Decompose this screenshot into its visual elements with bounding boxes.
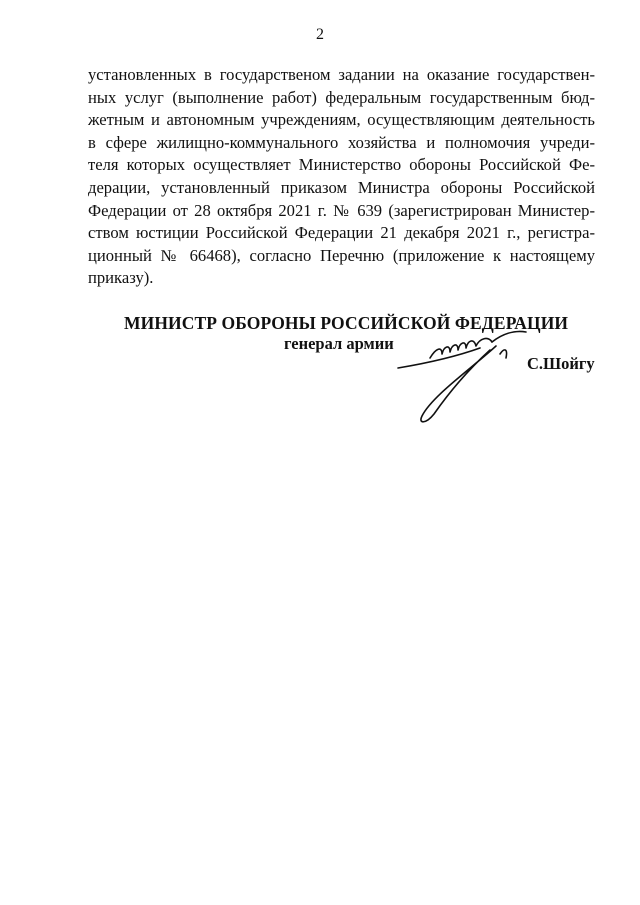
body-line: ных услуг (выполнение работ) федеральным государственным бюд- <box>88 87 595 107</box>
signature-stroke <box>430 339 492 358</box>
body-line: установленных в государственом задании на оказание государствен- <box>88 65 595 84</box>
signature-rank: генерал армии <box>284 334 394 353</box>
page-number: 2 <box>316 26 324 43</box>
signature-stroke <box>421 346 496 422</box>
body-line: жетным и автономным учреждениям, осуществляющим деятельность <box>88 110 595 130</box>
signature-name: С.Шойгу <box>527 354 595 373</box>
body-line: ционный № 66468), согласно Перечню (приложение к настоящему <box>88 245 595 265</box>
body-paragraph <box>88 64 595 290</box>
body-line: Федерации от 28 октября 2021 г. № 639 (зарегистрирован Министер- <box>88 200 595 220</box>
handwritten-signature-image <box>392 318 542 428</box>
body-line: в сфере жилищно-коммунального хозяйства и полномочия учреди- <box>88 132 595 152</box>
body-line: ством юстиции Российской Федерации 21 декабря 2021 г., регистра- <box>88 223 595 243</box>
body-line: теля которых осуществляет Министерство обороны Российской Фе- <box>88 155 595 175</box>
signature-title: МИНИСТР ОБОРОНЫ РОССИЙСКОЙ ФЕДЕРАЦИИ <box>124 313 569 333</box>
signature-stroke <box>492 331 526 342</box>
body-line: приказу). <box>88 268 154 288</box>
signature-stroke <box>500 350 507 358</box>
body-line: дерации, установленный приказом Министра обороны Российской <box>88 177 595 197</box>
signature-stroke <box>398 348 480 368</box>
